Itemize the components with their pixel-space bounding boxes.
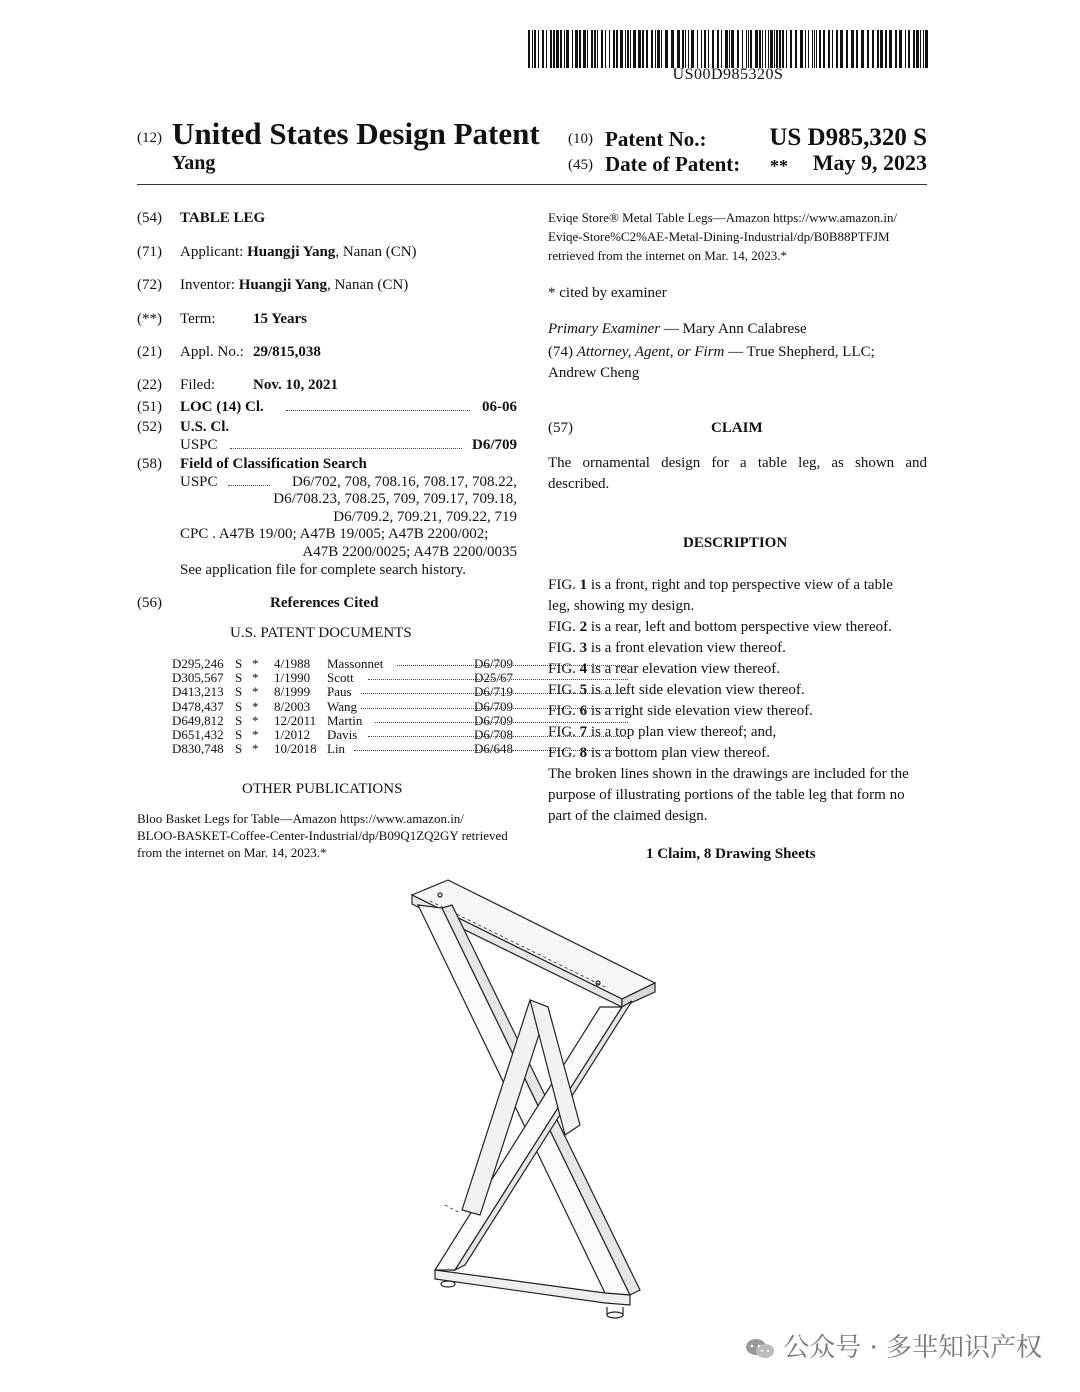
wechat-watermark [745,1327,1042,1364]
reference-star: * [252,741,259,757]
reference-row [172,728,518,742]
description-line [548,806,708,827]
reference-kind: S [235,712,243,728]
reference-class: D6/709 [474,712,513,728]
patent-no-label: Patent No.: [605,127,707,151]
leader-dots [228,485,270,486]
description-text: is a rear, left and bottom perspective view thereof. [587,619,892,635]
reference-name: Scott [327,670,354,686]
description-line [548,617,892,638]
code-71: (71) [137,244,162,260]
description-text: FIG. [548,640,580,656]
figure-number: 1 [579,577,588,593]
reference-star: * [252,727,259,742]
code-72: (72) [137,277,162,293]
wechat-icon [745,1337,775,1361]
barcode-number: US00D985320S [672,66,784,83]
loc-label: LOC (14) Cl. [180,399,264,415]
reference-row [172,742,518,756]
field-search-label: Field of Classification Search [180,456,367,472]
code-58: (58) [137,456,162,472]
reference-row [172,685,518,699]
reference-class: D6/708 [474,727,513,742]
reference-name: Wang [327,698,357,714]
description-text: part of the claimed design. [548,808,708,824]
reference-star: * [252,684,259,700]
filed-value: Nov. 10, 2021 [253,377,339,393]
reference-date: 1/2012 [274,727,311,742]
inventor-name: Huangji Yang [238,277,327,293]
citation-line: from the internet on Mar. 14, 2023.* [137,845,327,860]
reference-number: D651,432 [172,727,224,742]
description-text: FIG. [548,577,580,593]
uspc-value: D6/709 [472,437,517,453]
hidden-line [445,1205,460,1213]
figure-number: 4 [579,661,588,677]
reference-kind: S [235,727,243,742]
description-line [548,680,805,701]
figure-number: 5 [579,682,588,698]
reference-kind: S [235,698,243,714]
reference-class: D6/648 [474,741,513,757]
reference-star: * [252,656,259,671]
reference-row [172,671,518,685]
reference-date: 4/1988 [274,656,311,671]
code-74: (74) [548,344,573,360]
description-text: purpose of illustrating portions of the table leg that form no [548,787,905,803]
inventor-label: Inventor: [180,277,235,293]
figure-number: 2 [579,619,588,635]
reference-kind: S [235,656,243,671]
reference-date: 8/1999 [274,684,311,700]
reference-date: 12/2011 [274,712,317,728]
applicant-label: Applicant: [180,244,244,260]
other-pub-citation [137,810,508,861]
term-value: 15 Years [253,311,308,327]
code-10: (10) [568,131,593,147]
code-54: (54) [137,210,162,226]
other-pub-heading: OTHER PUBLICATIONS [242,781,403,797]
reference-number: D830,748 [172,741,224,757]
description-text: is a left side elevation view thereof. [587,682,805,698]
reference-kind: S [235,684,243,700]
reference-star: * [252,712,259,728]
reference-name: Paus [327,684,352,700]
code-52: (52) [137,419,162,435]
reference-kind: S [235,741,243,757]
description-line [548,764,909,785]
description-text: is a top plan view thereof; and, [587,724,777,740]
reference-date: 8/2003 [274,698,311,714]
header-divider [137,184,927,185]
uspc-label: USPC [180,437,218,453]
patent-number: US D985,320 S [769,124,927,151]
claim-text-line1: The ornamental design for a table leg, as shown and [548,455,927,471]
field-cpc-line2: A47B 2200/0025; A47B 2200/0035 [302,544,517,560]
description-text: is a bottom plan view thereof. [587,745,771,761]
citation-line: retrieved from the internet on Mar. 14, 2023.* [548,248,787,263]
code-45: (45) [568,157,593,173]
date-label: Date of Patent: [605,152,741,176]
field-uspc-line3: D6/709.2, 709.21, 709.22, 719 [333,509,517,525]
code-56: (56) [137,595,162,611]
description-text: is a front elevation view thereof. [587,640,786,656]
reference-name: Massonnet [327,656,384,671]
appl-no-value: 29/815,038 [253,344,321,360]
description-text: FIG. [548,703,580,719]
field-uspc-line2: D6/708.23, 708.25, 709, 709.17, 709.18, [273,491,517,507]
date-mark: ** [770,156,788,176]
claim-text-line2: described. [548,476,610,492]
reference-number: D413,213 [172,684,224,700]
us-patent-docs-heading: U.S. PATENT DOCUMENTS [230,625,412,641]
examiner-name: — Mary Ann Calabrese [660,321,807,337]
attorney-label: Attorney, Agent, or Firm [576,344,725,360]
description-text: is a front, right and top perspective view of a table [587,577,893,593]
description-line [548,701,813,722]
reference-class: D6/709 [474,698,513,714]
code-12: (12) [137,130,162,146]
description-line [548,743,770,764]
code-22: (22) [137,377,162,393]
description-text: is a right side elevation view thereof. [587,703,813,719]
reference-number: D305,567 [172,670,224,686]
description-text: is a rear elevation view thereof. [587,661,780,677]
figure-number: 3 [579,640,588,656]
attorney-name-2: Andrew Cheng [548,365,640,381]
inventor-surname: Yang [172,152,216,174]
code-term: (**) [137,311,162,327]
patent-date: May 9, 2023 [812,150,927,175]
examiner-field [548,320,807,338]
code-51: (51) [137,399,162,415]
reference-row [172,700,518,714]
reference-class: D25/67 [474,670,513,686]
cited-by-examiner: * cited by examiner [548,285,667,301]
citation-line: Bloo Basket Legs for Table—Amazon https://www.amazon.in/ [137,811,464,826]
description-text: The broken lines shown in the drawings are included for the [548,766,909,782]
description-text: FIG. [548,661,580,677]
search-history-note: See application file for complete search history. [180,562,467,578]
figure-number: 7 [579,724,588,740]
description-text: FIG. [548,724,580,740]
description-line [548,785,905,806]
inventor-location: , Nanan (CN) [326,277,409,293]
leveling-foot [441,1281,455,1287]
filed-label: Filed: [180,377,216,393]
leader-dots [230,448,462,449]
loc-value: 06-06 [482,399,517,415]
applicant-name: Huangji Yang [247,244,336,260]
reference-class: D6/709 [474,656,513,671]
watermark-text: 公众号 · 多芈知识产权 [783,1333,1042,1363]
description-line [548,722,776,743]
reference-date: 1/1990 [274,670,311,686]
reference-number: D649,812 [172,712,224,728]
applicant-field [180,243,417,261]
description-text: FIG. [548,682,580,698]
eviqe-citation [548,208,897,265]
reference-name: Lin [327,741,346,757]
reference-number: D295,246 [172,656,224,671]
description-line [548,596,694,617]
inventor-field [180,276,408,294]
citation-line: Eviqe-Store%C2%AE-Metal-Dining-Industrial/dp/B0B88PTFJM [548,229,890,244]
field-uspc-line1: D6/702, 708, 708.16, 708.17, 708.22, [292,474,517,490]
appl-no-label: Appl. No.: [180,344,244,360]
leader-dots [286,410,470,411]
reference-star: * [252,698,259,714]
table-leg-drawing [400,875,670,1330]
reference-row [172,714,518,728]
figure-number: 6 [579,703,588,719]
code-57: (57) [548,420,573,436]
reference-star: * [252,670,259,686]
patent-type-title: United States Design Patent [172,116,540,151]
description-line [548,638,786,659]
attorney-name: — True Shepherd, LLC; [724,344,875,360]
reference-row [172,657,518,671]
reference-date: 10/2018 [274,741,317,757]
leveling-foot [607,1312,623,1318]
references-cited-heading: References Cited [270,595,379,611]
description-line [548,659,780,680]
reference-name: Davis [327,727,358,742]
title-field: TABLE LEG [180,210,266,226]
description-text: leg, showing my design. [548,598,695,614]
us-cl-label: U.S. Cl. [180,419,230,435]
code-21: (21) [137,344,162,360]
attorney-field [548,343,875,361]
description-text: FIG. [548,619,580,635]
reference-name: Martin [327,712,363,728]
applicant-location: , Nanan (CN) [335,244,417,260]
claim-heading: CLAIM [711,420,763,436]
description-text: FIG. [548,745,580,761]
citation-line: Eviqe Store® Metal Table Legs—Amazon https://www.amazon.in/ [548,210,898,225]
reference-kind: S [235,670,243,686]
description-heading: DESCRIPTION [683,535,788,551]
citation-line: BLOO-BASKET-Coffee-Center-Industrial/dp/B09Q1ZQ2GY retrieved [137,828,508,843]
term-label: Term: [180,311,216,327]
description-line [548,575,893,596]
figure-number: 8 [579,745,588,761]
drawing-sheets-summary: 1 Claim, 8 Drawing Sheets [646,846,816,862]
reference-number: D478,437 [172,698,224,714]
field-cpc-line1: CPC . A47B 19/00; A47B 19/005; A47B 2200/002; [180,526,489,542]
barcode [528,30,928,68]
examiner-label: Primary Examiner [548,321,661,337]
reference-class: D6/719 [474,684,513,700]
field-uspc-label: USPC [180,474,218,490]
